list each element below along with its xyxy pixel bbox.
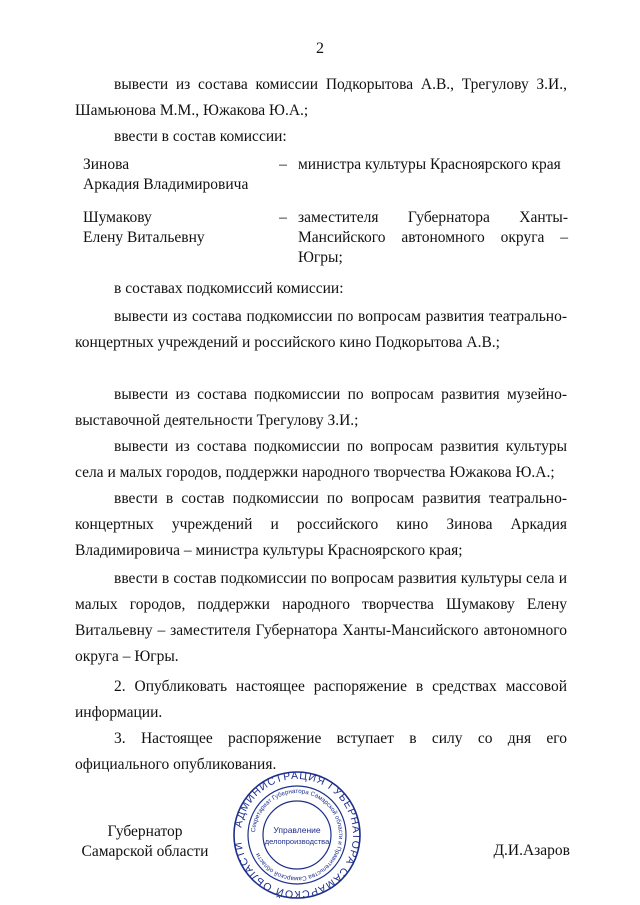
stamp-center-line-2: делопроизводства <box>264 837 330 846</box>
stamp-center-line-1: Управление <box>273 825 321 835</box>
member-entry-shumakova <box>83 208 569 268</box>
paragraph-remove-members: вывести из состава комиссии Подкорытова А.В., Трегулову З.И., Шамьюнова М.М., Южакова Ю.А.; <box>75 76 567 119</box>
paragraph-sub3: вывести из состава подкомиссии по вопросам развития культуры села и малых городов, поддержки народного творчества Южакова Ю.А.; <box>75 438 567 481</box>
paragraph-sub5: ввести в состав подкомиссии по вопросам развития культуры села и малых городов, поддержки народного творчества Шумакову Елену Витальевну – заместителя Губернатора Ханты-Мансийского автономного округа – Югры. <box>75 570 567 665</box>
svg-text:Секретариат Губернатора Самарс <box>250 788 344 882</box>
signer-title: Губернатор Самарской области <box>81 823 209 860</box>
member-position: заместителя Губернатора Ханты-Мансийского автономного округа – Югры; <box>298 209 568 266</box>
paragraph-sub4: ввести в состав подкомиссии по вопросам развития театрально-концертных учреждений и российского кино Зинова Аркадия Владимировича – министра культуры Красноярского края; <box>75 490 567 559</box>
stamp-outer-text: АДМИНИСТРАЦИЯ ГУБЕРНАТОРА САМАРСКОЙ ОБЛАСТИ <box>232 770 362 900</box>
official-stamp <box>232 770 362 900</box>
member-name: Шумакову Елену Витальевну <box>83 209 205 246</box>
page-number: 2 <box>316 40 324 57</box>
member-position: министра культуры Красноярского края <box>298 156 561 173</box>
signer-name: Д.И.Азаров <box>493 842 570 859</box>
stamp-inner-ring <box>263 801 331 869</box>
member-dash: – <box>279 209 287 226</box>
member-entry-zinov <box>83 155 569 199</box>
stamp-inner-text: Секретариат Губернатора Самарской области и Правительства Самарской области <box>250 787 345 883</box>
member-dash: – <box>279 156 287 173</box>
paragraph-subcommissions-label: в составах подкомиссий комиссии: <box>114 280 344 297</box>
paragraph-item-2: 2. Опубликовать настоящее распоряжение в средствах массовой информации. <box>75 678 567 721</box>
paragraph-add-members-label: ввести в состав комиссии: <box>114 128 287 145</box>
member-name: Зинова Аркадия Владимировича <box>83 156 249 193</box>
paragraph-sub2: вывести из состава подкомиссии по вопросам развития музейно-выставочной деятельности Трегулову З.И.; <box>75 386 567 429</box>
paragraph-sub1: вывести из состава подкомиссии по вопросам развития театрально-концертных учреждений и российского кино Подкорытова А.В.; <box>75 308 567 351</box>
paragraph-item-3: 3. Настоящее распоряжение вступает в силу со дня его официального опубликования. <box>75 730 567 773</box>
